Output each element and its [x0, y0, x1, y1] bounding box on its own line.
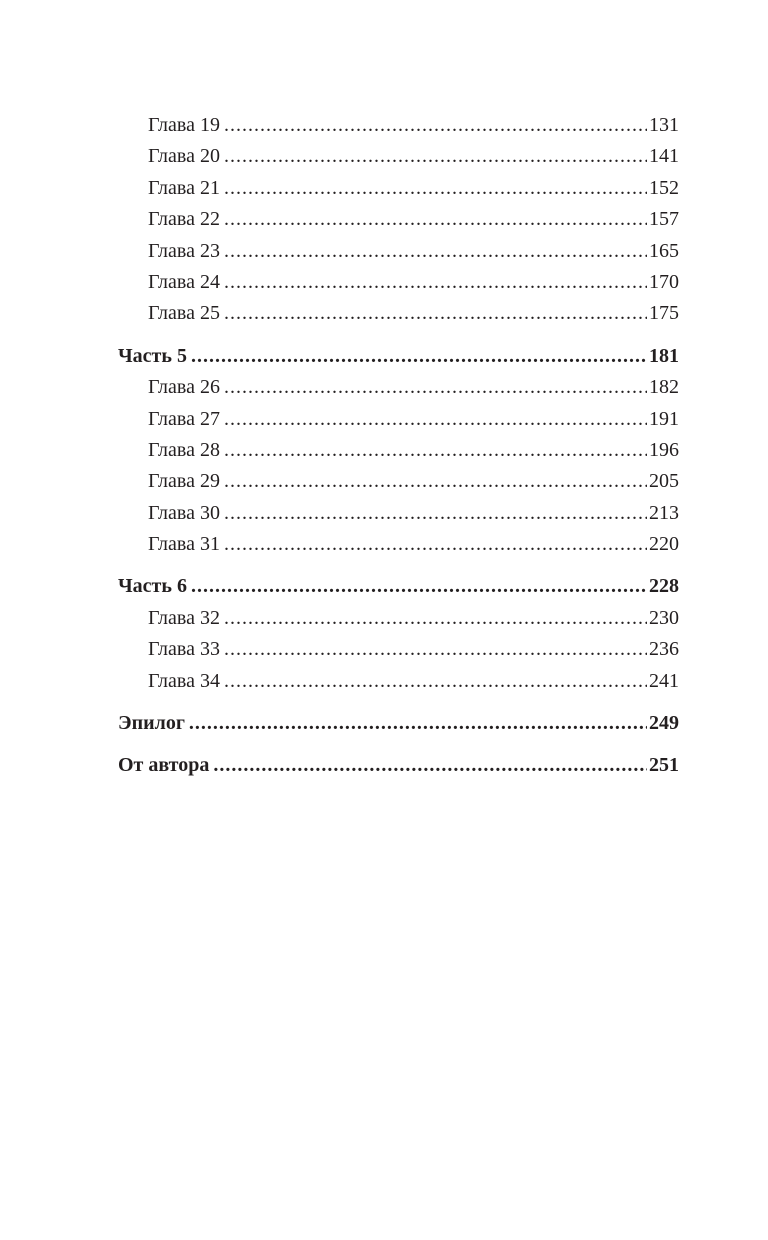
toc-chapter-entry	[118, 404, 679, 435]
toc-dot-leader	[189, 708, 647, 739]
toc-dot-leader	[191, 341, 647, 372]
toc-dot-leader	[224, 267, 647, 298]
toc-dot-leader	[224, 498, 647, 529]
toc-entry-page-number: 181	[649, 344, 679, 367]
toc-chapter-entry	[118, 173, 679, 204]
toc-entry-page-number: 165	[649, 239, 679, 262]
toc-dot-leader	[224, 666, 647, 697]
toc-entry-page-number: 220	[649, 533, 679, 556]
toc-entry-page-number: 228	[649, 575, 679, 598]
toc-part-entry	[118, 571, 679, 602]
toc-entry-page-number: 152	[649, 176, 679, 199]
toc-entry-page-number: 213	[649, 501, 679, 524]
toc-entry-label: Глава 20	[148, 145, 220, 168]
toc-chapter-entry	[118, 110, 679, 141]
toc-entry-label: Глава 29	[148, 470, 220, 493]
table-of-contents	[118, 110, 679, 782]
toc-dot-leader	[224, 372, 647, 403]
toc-part-entry	[118, 708, 679, 739]
toc-dot-leader	[224, 298, 647, 329]
toc-entry-label: Глава 27	[148, 407, 220, 430]
toc-entry-label: Глава 34	[148, 669, 220, 692]
toc-entry-page-number: 196	[649, 438, 679, 461]
toc-entry-page-number: 241	[649, 669, 679, 692]
toc-chapter-entry	[118, 666, 679, 697]
toc-entry-label: Глава 23	[148, 239, 220, 262]
toc-dot-leader	[224, 466, 647, 497]
toc-entry-label: Глава 22	[148, 208, 220, 231]
toc-entry-label: Глава 32	[148, 606, 220, 629]
toc-entry-label: Глава 30	[148, 501, 220, 524]
toc-entry-label: Глава 21	[148, 176, 220, 199]
toc-entry-label: Глава 19	[148, 114, 220, 136]
toc-entry-page-number: 191	[649, 407, 679, 430]
toc-dot-leader	[224, 404, 647, 435]
toc-entry-page-number: 175	[649, 302, 679, 325]
toc-dot-leader	[224, 634, 647, 665]
toc-entry-label: От автора	[118, 754, 210, 777]
toc-entry-label: Эпилог	[118, 712, 185, 735]
toc-dot-leader	[224, 110, 647, 141]
toc-entry-page-number: 157	[649, 208, 679, 231]
toc-dot-leader	[213, 750, 647, 781]
toc-dot-leader	[224, 141, 647, 172]
toc-entry-page-number: 230	[649, 606, 679, 629]
toc-chapter-entry	[118, 466, 679, 497]
toc-entry-label: Часть 6	[118, 575, 187, 598]
toc-entry-label: Глава 25	[148, 302, 220, 325]
toc-entry-page-number: 236	[649, 638, 679, 661]
toc-chapter-entry	[118, 372, 679, 403]
toc-entry-label: Часть 5	[118, 344, 187, 367]
toc-entry-page-number: 182	[649, 376, 679, 399]
toc-chapter-entry	[118, 498, 679, 529]
toc-chapter-entry	[118, 141, 679, 172]
toc-dot-leader	[224, 529, 647, 560]
toc-dot-leader	[224, 435, 647, 466]
toc-entry-page-number: 251	[649, 754, 679, 777]
toc-entry-label: Глава 33	[148, 638, 220, 661]
toc-chapter-entry	[118, 236, 679, 267]
toc-dot-leader	[224, 173, 647, 204]
toc-chapter-entry	[118, 298, 679, 329]
toc-chapter-entry	[118, 529, 679, 560]
toc-entry-page-number: 131	[649, 114, 679, 136]
toc-part-entry	[118, 750, 679, 781]
toc-chapter-entry	[118, 435, 679, 466]
toc-part-entry	[118, 341, 679, 372]
toc-entry-label: Глава 26	[148, 376, 220, 399]
toc-entry-label: Глава 31	[148, 533, 220, 556]
toc-dot-leader	[224, 603, 647, 634]
toc-entry-page-number: 141	[649, 145, 679, 168]
toc-chapter-entry	[118, 603, 679, 634]
toc-dot-leader	[224, 236, 647, 267]
toc-entry-page-number: 205	[649, 470, 679, 493]
toc-dot-leader	[191, 571, 647, 602]
toc-entry-page-number: 249	[649, 712, 679, 735]
toc-entry-page-number: 170	[649, 270, 679, 293]
toc-chapter-entry	[118, 634, 679, 665]
toc-entry-label: Глава 24	[148, 270, 220, 293]
toc-dot-leader	[224, 204, 647, 235]
toc-chapter-entry	[118, 267, 679, 298]
toc-chapter-entry	[118, 204, 679, 235]
toc-entry-label: Глава 28	[148, 438, 220, 461]
